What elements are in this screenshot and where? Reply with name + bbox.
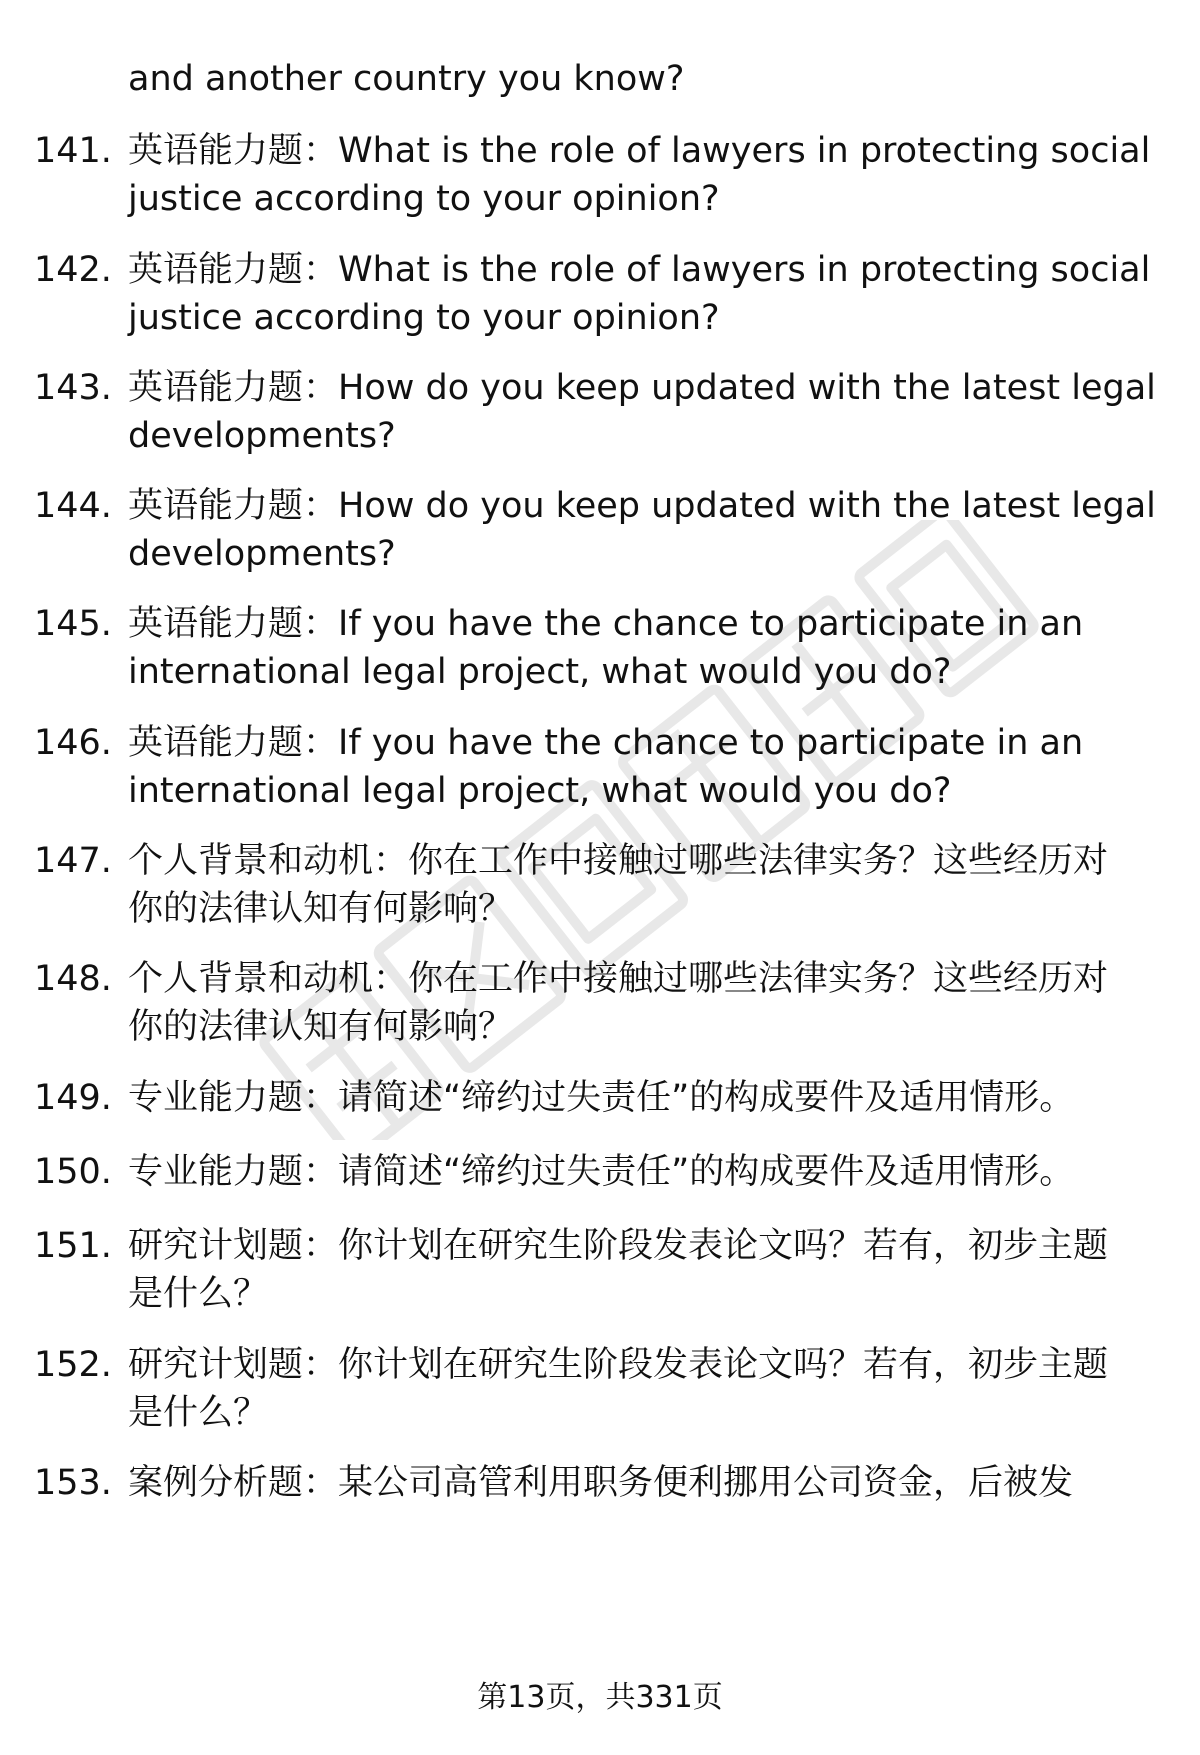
question-continuation: and another country you know? (128, 59, 685, 99)
question-text-line: 专业能力题：请简述“缔约过失责任”的构成要件及适用情形。 (128, 1152, 1075, 1192)
question-text-line: 是什么？ (128, 1393, 269, 1433)
question-number: 150. (34, 1152, 112, 1192)
question-text-line: 英语能力题：How do you keep updated with the latest legal (128, 368, 1156, 408)
question-number: 147. (34, 841, 112, 881)
question-text-line: 研究计划题：你计划在研究生阶段发表论文吗？若有，初步主题 (128, 1345, 1109, 1385)
question-text-line: 专业能力题：请简述“缔约过失责任”的构成要件及适用情形。 (128, 1078, 1075, 1118)
question-text-line: justice according to your opinion? (128, 298, 720, 338)
question-text-line: 案例分析题：某公司高管利用职务便利挪用公司资金，后被发 (128, 1463, 1074, 1503)
question-number: 144. (34, 486, 112, 526)
question-number: 148. (34, 959, 112, 999)
question-text-line: developments? (128, 534, 396, 574)
question-text-line: 是什么？ (128, 1274, 269, 1314)
question-number: 141. (34, 131, 112, 171)
question-text-line: international legal project, what would you do? (128, 652, 952, 692)
question-text-line: 英语能力题：What is the role of lawyers in protecting social (128, 250, 1151, 290)
question-text-line: justice according to your opinion? (128, 179, 720, 219)
question-text-line: 英语能力题：If you have the chance to participate in an (128, 723, 1084, 763)
question-number: 146. (34, 723, 112, 763)
question-text-line: 英语能力题：If you have the chance to participate in an (128, 604, 1084, 644)
question-number: 145. (34, 604, 112, 644)
question-number: 151. (34, 1226, 112, 1266)
question-text-line: 个人背景和动机：你在工作中接触过哪些法律实务？这些经历对 (128, 959, 1109, 999)
question-number: 143. (34, 368, 112, 408)
question-text-line: 你的法律认知有何影响？ (128, 889, 514, 929)
question-text-line: 英语能力题：What is the role of lawyers in protecting social (128, 131, 1151, 171)
question-number: 153. (34, 1463, 112, 1503)
page-footer: 第13页，共331页 (477, 1680, 723, 1715)
question-text-line: 研究计划题：你计划在研究生阶段发表论文吗？若有，初步主题 (128, 1226, 1109, 1266)
question-text-line: developments? (128, 416, 396, 456)
question-text-line: 你的法律认知有何影响？ (128, 1007, 514, 1047)
question-number: 149. (34, 1078, 112, 1118)
question-text-line: 英语能力题：How do you keep updated with the latest legal (128, 486, 1156, 526)
question-number: 152. (34, 1345, 112, 1385)
question-text-line: international legal project, what would you do? (128, 771, 952, 811)
question-text-line: 个人背景和动机：你在工作中接触过哪些法律实务？这些经历对 (128, 841, 1109, 881)
question-number: 142. (34, 250, 112, 290)
